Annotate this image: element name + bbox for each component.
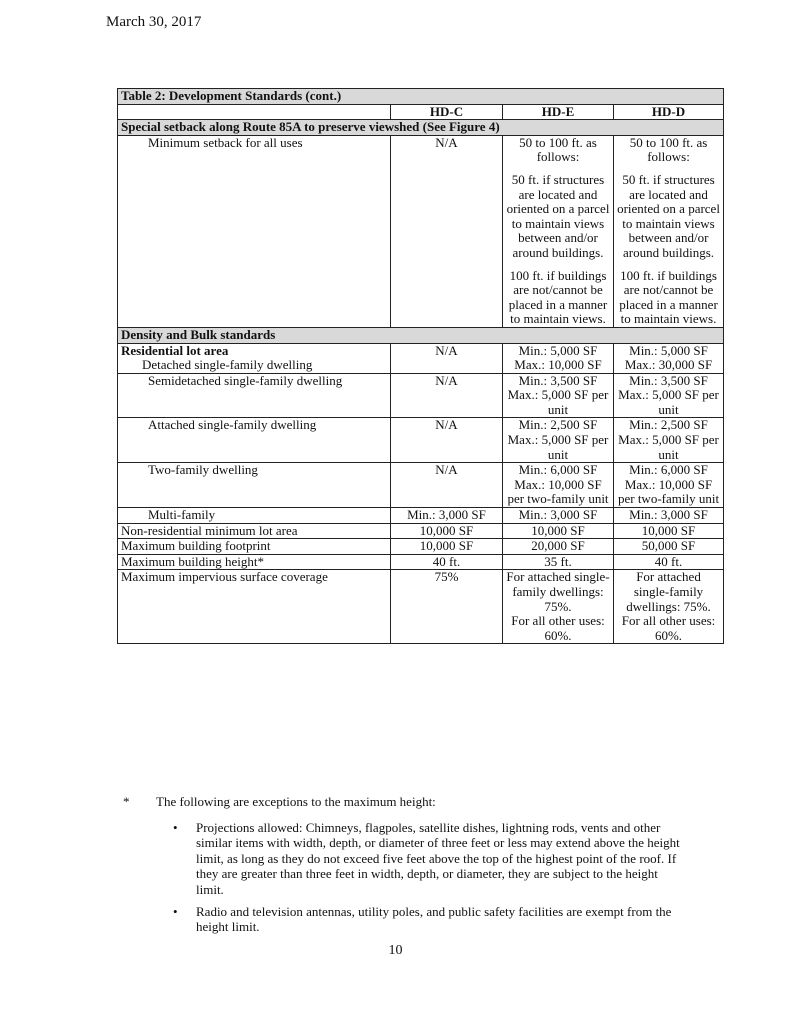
cell-hdc: Min.: 3,000 SF xyxy=(391,508,503,524)
table-row xyxy=(118,570,724,644)
cell-paragraph: 50 ft. if structures are located and oriented on a parcel to maintain views between and/or around buildings. xyxy=(506,171,610,260)
cell-hde xyxy=(503,570,614,644)
cell-paragraph: For attached single-family dwellings: 75%. xyxy=(506,569,610,614)
development-standards-table xyxy=(117,88,724,644)
cell-paragraph: 100 ft. if buildings are not/cannot be placed in a manner to maintain views. xyxy=(508,267,608,327)
cell-hdc: 10,000 SF xyxy=(391,523,503,539)
table-row xyxy=(118,508,724,524)
cell-paragraph: 50 ft. if structures are located and oriented on a parcel to maintain views between and/or around buildings. xyxy=(617,171,720,260)
column-header-hde: HD-E xyxy=(503,104,614,120)
column-header-hdc: HD-C xyxy=(391,104,503,120)
row-label: Non-residential minimum lot area xyxy=(118,523,391,539)
row-label: Semidetached single-family dwelling xyxy=(118,373,391,418)
row-label-detached: Detached single-family dwelling xyxy=(142,357,313,373)
bullet-icon: • xyxy=(173,819,178,835)
cell-hdc: 40 ft. xyxy=(391,554,503,570)
cell-paragraph: 100 ft. if buildings are not/cannot be placed in a manner to maintain views. xyxy=(619,267,718,327)
cell-hde: Min.: 3,500 SF Max.: 5,000 SF per unit xyxy=(503,373,614,418)
cell-hdc: N/A xyxy=(391,373,503,418)
section-row xyxy=(118,120,724,136)
row-label: Maximum impervious surface coverage xyxy=(118,570,391,644)
column-header-blank xyxy=(118,104,391,120)
cell-hdd: 40 ft. xyxy=(614,554,724,570)
cell-hde: Min.: 2,500 SF Max.: 5,000 SF per unit xyxy=(503,418,614,463)
cell-hdc: N/A xyxy=(391,463,503,508)
cell-hde xyxy=(503,135,614,327)
cell-hde: Min.: 3,000 SF xyxy=(503,508,614,524)
table-row xyxy=(118,539,724,555)
cell-hdc: 10,000 SF xyxy=(391,539,503,555)
cell-hdd: Min.: 2,500 SF Max.: 5,000 SF per unit xyxy=(614,418,724,463)
table-row xyxy=(118,463,724,508)
row-label xyxy=(118,343,391,373)
cell-hdd: Min.: 3,000 SF xyxy=(614,508,724,524)
section-title-density: Density and Bulk standards xyxy=(118,327,724,343)
section-title-setback: Special setback along Route 85A to preserve viewshed (See Figure 4) xyxy=(118,120,724,136)
column-header-row xyxy=(118,104,724,120)
cell-paragraph: For attached single-family dwellings: 75%. xyxy=(626,569,711,614)
footnotes xyxy=(123,794,683,941)
section-row xyxy=(118,327,724,343)
cell-hdc: N/A xyxy=(391,343,503,373)
page-date: March 30, 2017 xyxy=(106,14,202,30)
cell-hdd: 50,000 SF xyxy=(614,539,724,555)
cell-paragraph: 50 to 100 ft. as follows: xyxy=(519,134,597,165)
table-row xyxy=(118,373,724,418)
row-label: Attached single-family dwelling xyxy=(118,418,391,463)
cell-hde: Min.: 5,000 SF Max.: 10,000 SF xyxy=(503,343,614,373)
cell-hde: 10,000 SF xyxy=(503,523,614,539)
cell-hdc: N/A xyxy=(391,135,503,327)
cell-hdc: N/A xyxy=(391,418,503,463)
cell-hde: 35 ft. xyxy=(503,554,614,570)
column-header-hdd: HD-D xyxy=(614,104,724,120)
list-item-text: Projections allowed: Chimneys, flagpoles, satellite dishes, lightning rods, vents and other similar items with width, depth, or diameter of three feet or less may extend above the height limit, as long as they do not exceed five feet above the top of the highest point of the roof. If they are greater than three feet in width, depth, or diameter, they are subject to the height limit. xyxy=(196,819,680,897)
row-label: Minimum setback for all uses xyxy=(118,135,391,327)
row-label: Maximum building footprint xyxy=(118,539,391,555)
cell-hdd: Min.: 3,500 SF Max.: 5,000 SF per unit xyxy=(614,373,724,418)
bullet-icon: • xyxy=(173,903,178,919)
table-row xyxy=(118,343,724,373)
page-number: 10 xyxy=(388,943,403,958)
table-row xyxy=(118,523,724,539)
footnote-intro: The following are exceptions to the maximum height: xyxy=(156,794,436,809)
cell-hde: Min.: 6,000 SF Max.: 10,000 SF per two-family unit xyxy=(503,463,614,508)
table-row xyxy=(118,418,724,463)
cell-hdc: 75% xyxy=(391,570,503,644)
cell-hdd: Min.: 6,000 SF Max.: 10,000 SF per two-family unit xyxy=(614,463,724,508)
row-label: Two-family dwelling xyxy=(118,463,391,508)
list-item-text: Radio and television antennas, utility poles, and public safety facilities are exempt from the height limit. xyxy=(196,903,672,935)
cell-paragraph: For all other uses: 60%. xyxy=(511,613,605,643)
cell-hdd xyxy=(614,135,724,327)
cell-paragraph: For all other uses: 60%. xyxy=(621,613,716,643)
footnote-marker: * xyxy=(123,794,130,809)
table-title-row xyxy=(118,89,724,105)
cell-hdd: Min.: 5,000 SF Max.: 30,000 SF xyxy=(614,343,724,373)
cell-hde: 20,000 SF xyxy=(503,539,614,555)
row-label: Multi-family xyxy=(118,508,391,524)
list-item xyxy=(173,819,683,898)
cell-paragraph: 50 to 100 ft. as follows: xyxy=(629,134,708,165)
cell-hdd xyxy=(614,570,724,644)
table-row xyxy=(118,135,724,327)
table-row xyxy=(118,554,724,570)
exceptions-list xyxy=(123,820,683,935)
cell-hdd: 10,000 SF xyxy=(614,523,724,539)
list-item xyxy=(173,903,683,935)
table-title: Table 2: Development Standards (cont.) xyxy=(118,89,724,105)
residential-lot-area-label: Residential lot area xyxy=(121,342,229,358)
row-label: Maximum building height* xyxy=(118,554,391,570)
